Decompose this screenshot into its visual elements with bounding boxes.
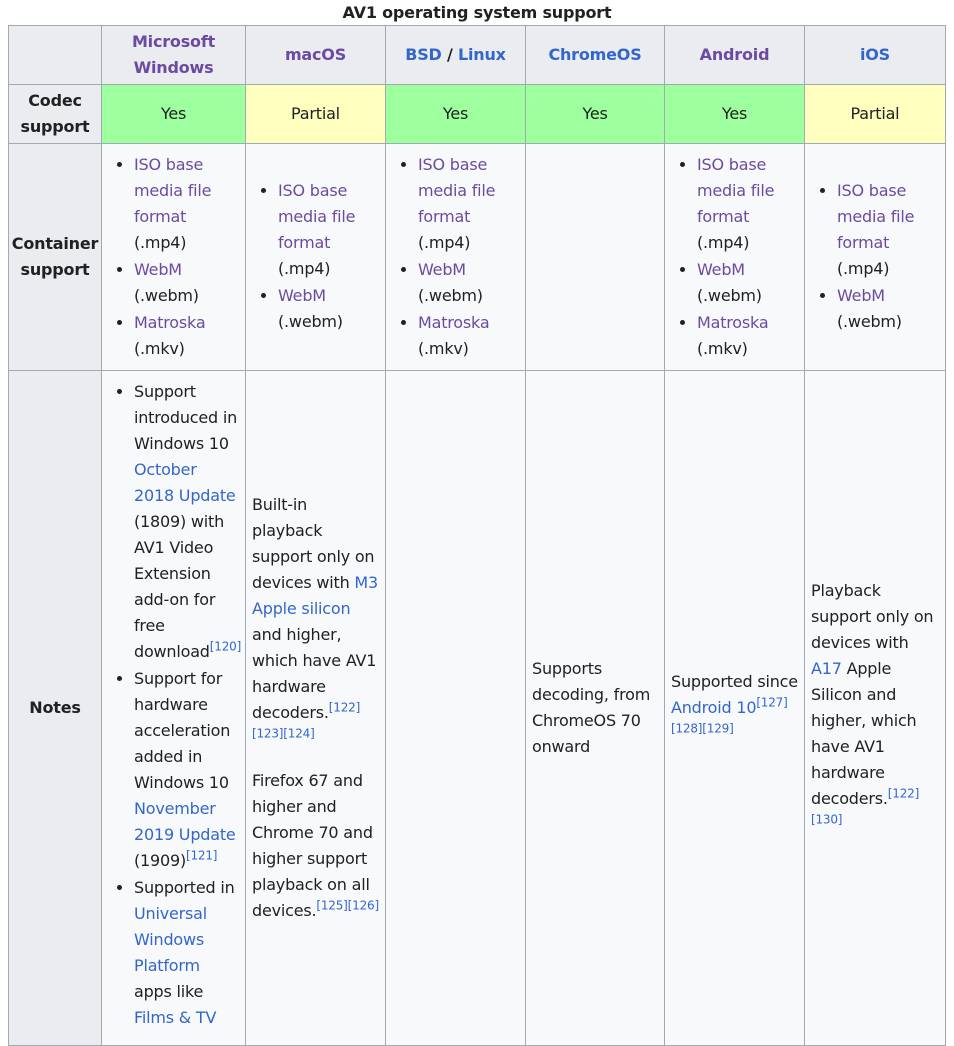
ext-text: (.mp4) xyxy=(697,232,750,252)
col-header-windows xyxy=(102,26,246,85)
container-windows xyxy=(102,144,246,371)
ref-link[interactable]: [130] xyxy=(811,812,843,827)
webm-link[interactable]: WebM xyxy=(837,286,885,305)
isobmff-link[interactable]: ISO base media file format xyxy=(134,154,212,226)
container-bsd-linux xyxy=(386,144,526,371)
note-text: and higher, which have AV1 hardware decoders. xyxy=(252,625,377,722)
matroska-link[interactable]: Matroska xyxy=(697,312,769,332)
ios-link[interactable]: iOS xyxy=(859,45,890,64)
list-item xyxy=(134,875,239,1031)
col-header-chromeos xyxy=(526,26,665,85)
codec-chromeos: Yes xyxy=(526,85,665,144)
notes-row xyxy=(9,371,946,1046)
col-header-bsd-linux xyxy=(386,26,526,85)
av1-os-support-table xyxy=(8,25,946,1046)
codec-android: Yes xyxy=(665,85,805,144)
container-macos xyxy=(246,144,386,371)
note-text: apps like xyxy=(134,982,204,1001)
notes-macos xyxy=(246,371,386,1046)
matroska-link[interactable]: Matroska xyxy=(134,312,206,332)
ref-link[interactable]: [124] xyxy=(283,726,315,741)
notes-chromeos: Supports decoding, from ChromeOS 70 onward xyxy=(526,371,665,1046)
slash-separator: / xyxy=(441,45,458,64)
col-header-macos xyxy=(246,26,386,85)
container-support-row xyxy=(9,144,946,371)
linux-link[interactable]: Linux xyxy=(458,45,506,64)
header-row xyxy=(9,26,946,85)
webm-link[interactable]: WebM xyxy=(278,286,326,305)
codec-windows: Yes xyxy=(102,85,246,144)
macos-link[interactable]: macOS xyxy=(284,45,347,64)
notes-android xyxy=(665,371,805,1046)
list-item xyxy=(697,152,798,256)
ext-text: (.webm) xyxy=(134,285,199,305)
row-header-codec: Codec support xyxy=(9,85,102,144)
ext-text: (.mp4) xyxy=(418,232,471,252)
note-text: (1909) xyxy=(134,851,187,870)
uwp-link[interactable]: Universal Windows Platform xyxy=(134,904,207,975)
list-item xyxy=(697,310,798,362)
bsd-link[interactable]: BSD xyxy=(405,45,442,64)
container-chromeos xyxy=(526,144,665,371)
android-10-link[interactable]: Android 10 xyxy=(671,698,757,717)
ref-link[interactable]: [120] xyxy=(209,639,242,654)
a17-link[interactable]: A17 xyxy=(811,659,842,678)
webm-link[interactable]: WebM xyxy=(697,259,745,279)
webm-link[interactable]: WebM xyxy=(418,259,466,279)
m3-link[interactable]: M3 xyxy=(354,573,379,592)
col-header-ios xyxy=(805,26,946,85)
list-item xyxy=(134,666,239,874)
list-item xyxy=(134,257,239,309)
ref-link[interactable]: [128] xyxy=(671,721,703,736)
list-item xyxy=(418,310,519,362)
note-text: Firefox 67 and higher and Chrome 70 and higher support playback on all devices. xyxy=(252,771,373,920)
codec-ios: Partial xyxy=(805,85,946,144)
ext-text: (.mp4) xyxy=(837,259,890,278)
ref-link[interactable]: [127] xyxy=(756,695,788,710)
container-list xyxy=(108,152,239,362)
notes-list xyxy=(108,379,242,1031)
ref-link[interactable]: [126] xyxy=(347,898,379,913)
matroska-link[interactable]: Matroska xyxy=(418,312,490,332)
col-header-android xyxy=(665,26,805,85)
ref-link[interactable]: [121] xyxy=(186,848,218,863)
ref-link[interactable]: [125] xyxy=(316,898,348,913)
apple-silicon-link[interactable]: Apple silicon xyxy=(252,599,351,618)
notes-ios xyxy=(805,371,946,1046)
codec-bsd-linux: Yes xyxy=(386,85,526,144)
list-item xyxy=(278,283,379,335)
note-text: Built-in playback support only on devices with xyxy=(252,495,375,592)
ref-link[interactable]: [122] xyxy=(887,786,920,801)
list-item xyxy=(134,379,242,665)
container-list xyxy=(671,152,798,362)
ref-link[interactable]: [129] xyxy=(702,721,734,736)
row-header-container: Container support xyxy=(9,144,102,371)
isobmff-link[interactable]: ISO base media file format xyxy=(418,154,496,226)
ext-text: (.webm) xyxy=(418,285,483,305)
windows-link[interactable]: Microsoft Windows xyxy=(131,32,216,77)
ref-link[interactable]: [123] xyxy=(252,726,284,741)
list-item xyxy=(418,257,519,309)
note-text: Playback support only on devices with xyxy=(811,581,934,652)
isobmff-link[interactable]: ISO base media file format xyxy=(278,181,356,252)
note-text: (1809) with AV1 Video Extension add-on for free download xyxy=(134,512,225,661)
ext-text: (.mp4) xyxy=(278,259,331,278)
note-text: Support introduced in Windows 10 xyxy=(134,382,238,453)
note-paragraph xyxy=(252,492,379,752)
row-header-notes: Notes xyxy=(9,371,102,1046)
chromeos-link[interactable]: ChromeOS xyxy=(548,45,642,64)
list-item xyxy=(278,178,379,282)
container-android xyxy=(665,144,805,371)
note-text: Supported in xyxy=(134,878,235,897)
webm-link[interactable]: WebM xyxy=(134,259,182,279)
ext-text: (.webm) xyxy=(697,285,762,305)
ext-text: (.mkv) xyxy=(418,338,469,358)
container-list xyxy=(811,178,939,335)
note-text: Supported since xyxy=(671,672,798,691)
corner-cell xyxy=(9,26,102,85)
container-list xyxy=(392,152,519,362)
isobmff-link[interactable]: ISO base media file format xyxy=(697,154,775,226)
list-item xyxy=(418,152,519,256)
codec-macos: Partial xyxy=(246,85,386,144)
list-item xyxy=(837,283,939,335)
ext-text: (.webm) xyxy=(837,312,902,331)
ext-text: (.webm) xyxy=(278,312,343,331)
note-text: Support for hardware acceleration added in Windows 10 xyxy=(134,669,231,792)
container-list xyxy=(252,178,379,335)
list-item xyxy=(837,178,939,282)
films-tv-link[interactable]: Films & TV xyxy=(134,1008,217,1027)
list-item xyxy=(134,152,239,256)
notes-bsd-linux xyxy=(386,371,526,1046)
isobmff-link[interactable]: ISO base media file format xyxy=(837,181,915,252)
ref-link[interactable]: [122] xyxy=(328,700,361,715)
october-2018-update-link[interactable]: October 2018 Update xyxy=(134,460,236,505)
ext-text: (.mkv) xyxy=(134,338,185,358)
codec-support-row xyxy=(9,85,946,144)
ext-text: (.mp4) xyxy=(134,232,187,252)
notes-windows xyxy=(102,371,246,1046)
android-link[interactable]: Android xyxy=(699,45,770,64)
list-item xyxy=(697,257,798,309)
ext-text: (.mkv) xyxy=(697,338,748,358)
table-caption: AV1 operating system support xyxy=(342,3,612,22)
note-text: Apple Silicon and higher, which have AV1 hardware decoders. xyxy=(811,659,917,808)
container-ios xyxy=(805,144,946,371)
note-paragraph xyxy=(252,768,379,924)
list-item xyxy=(134,310,239,362)
november-2019-update-link[interactable]: November 2019 Update xyxy=(134,799,236,844)
